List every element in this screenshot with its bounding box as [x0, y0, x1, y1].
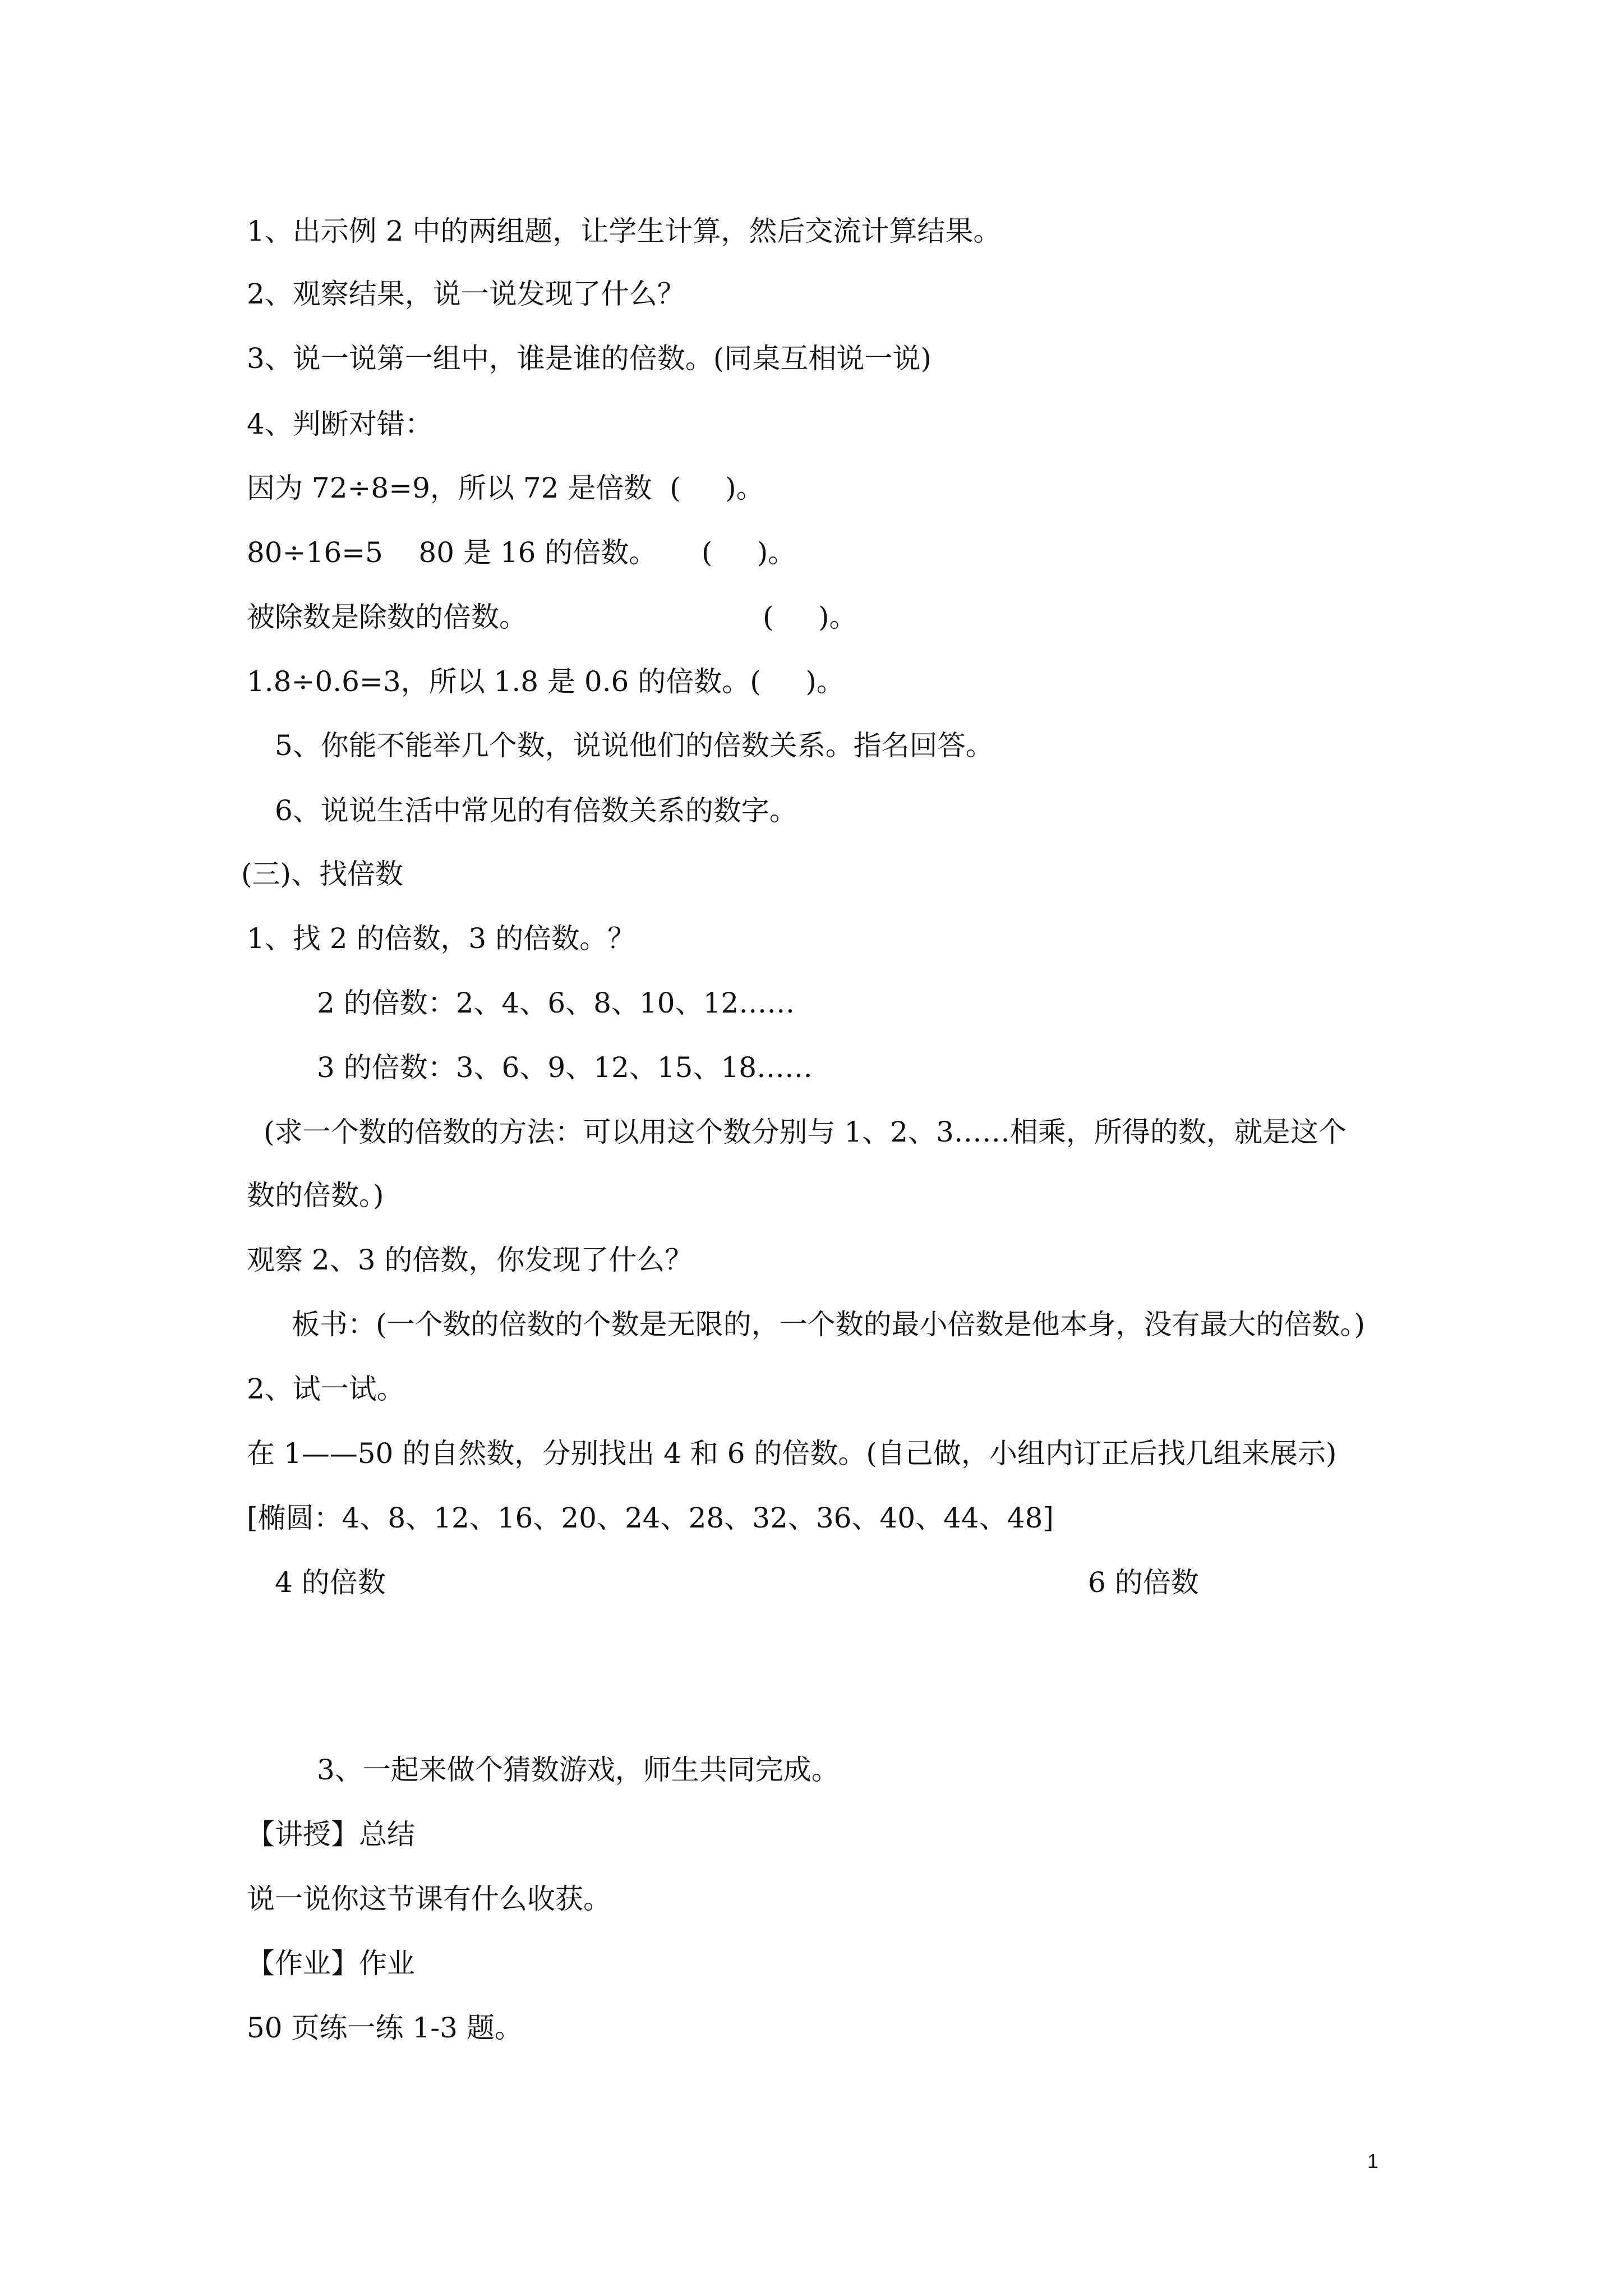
multiples-of-4-label: 4 的倍数	[275, 1566, 386, 1599]
text-line: 数的倍数。)	[247, 1179, 384, 1212]
text-line: 80÷16=5 80 是 16 的倍数。 ( )。	[247, 536, 796, 569]
text-line: 2、试一试。	[247, 1373, 405, 1405]
section-heading: 【作业】作业	[247, 1947, 415, 1980]
text-line: 板书：(一个数的倍数的个数是无限的，一个数的最小倍数是他本身，没有最大的倍数。)	[292, 1308, 1366, 1341]
text-line: [椭圆：4、8、12、16、20、24、28、32、36、40、44、48]	[247, 1502, 1054, 1534]
text-line: 在 1——50 的自然数，分别找出 4 和 6 的倍数。(自己做，小组内订正后找几组来展示)	[247, 1437, 1337, 1470]
text-line: 5、你能不能举几个数，说说他们的倍数关系。指名回答。	[275, 729, 994, 762]
text-line: 6、说说生活中常见的有倍数关系的数字。	[275, 794, 797, 827]
text-line: 被除数是除数的倍数。	[247, 601, 527, 633]
text-line: ( )。	[763, 601, 857, 633]
text-line: 3、说一说第一组中，谁是谁的倍数。(同桌互相说一说)	[247, 342, 932, 375]
text-line: 2、观察结果，说一说发现了什么？	[247, 278, 685, 310]
section-heading: 【讲授】总结	[247, 1818, 415, 1851]
multiples-of-6-label: 6 的倍数	[1088, 1566, 1199, 1599]
text-line: 1.8÷0.6=3，所以 1.8 是 0.6 的倍数。( )。	[247, 665, 845, 698]
text-line: 因为 72÷8=9，所以 72 是倍数 ( )。	[247, 472, 764, 504]
text-line: 50 页练一练 1-3 题。	[247, 2012, 523, 2044]
text-line: 3 的倍数：3、6、9、12、15、18……	[317, 1051, 813, 1084]
text-line: 1、出示例 2 中的两组题，让学生计算，然后交流计算结果。	[247, 215, 1002, 247]
text-line: 说一说你这节课有什么收获。	[247, 1883, 611, 1915]
section-heading: (三)、找倍数	[241, 858, 404, 890]
text-line: 4、判断对错：	[247, 408, 433, 440]
text-line: 观察 2、3 的倍数，你发现了什么？	[247, 1244, 693, 1276]
page-number: 1	[1367, 2150, 1379, 2173]
text-line: 3、一起来做个猜数游戏，师生共同完成。	[317, 1754, 840, 1786]
text-line: (求一个数的倍数的方法：可以用这个数分别与 1、2、3……相乘，所得的数，就是这个	[264, 1116, 1347, 1148]
text-line: 1、找 2 的倍数，3 的倍数。？	[247, 922, 636, 955]
text-line: 2 的倍数：2、4、6、8、10、12……	[317, 987, 795, 1019]
